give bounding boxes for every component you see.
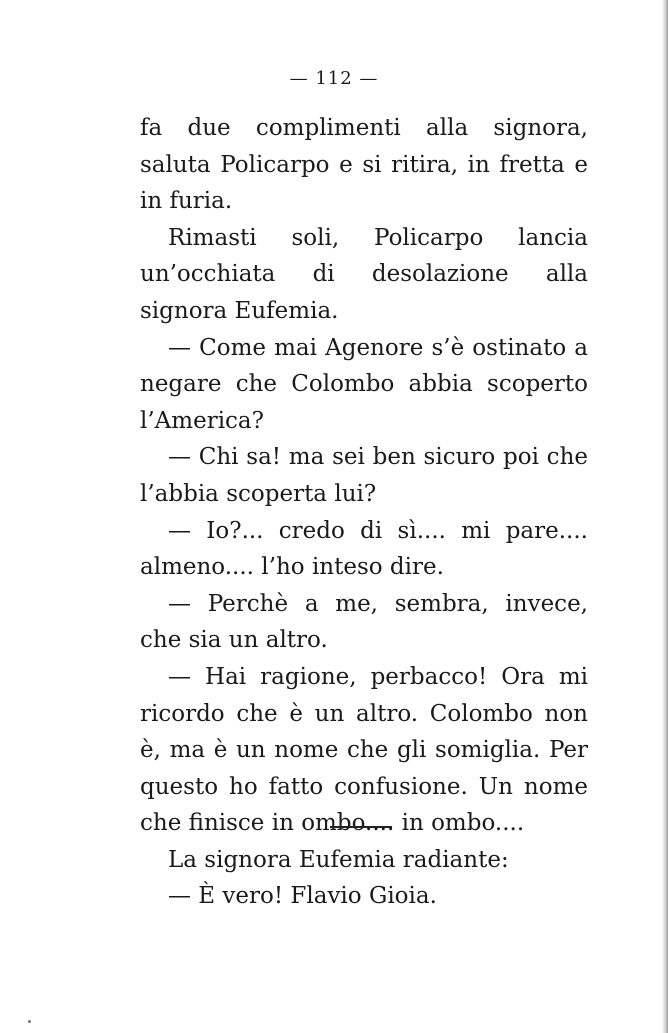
paragraph-1: fa due complimenti alla signora, saluta Policarpo e si ritira, in fretta e in furia.	[140, 115, 588, 215]
paragraph-7: — Hai ragione, perbacco! Ora mi ricordo che è un altro. Colombo non è, ma è un nome che gli somiglia. Per questo ho fatto confusione. Un nome che finisce in ombo.... in ombo....	[140, 663, 588, 837]
paragraph-2: Rimasti soli, Policarpo lancia un’occhiata di desolazione alla signora Eufemia.	[140, 224, 588, 324]
paper-speck	[28, 1020, 31, 1023]
body-text	[140, 110, 588, 915]
paragraph-3: — Come mai Agenore s’è ostinato a negare che Colombo abbia scoperto l’America?	[140, 334, 588, 434]
page-number: — 112 —	[289, 68, 379, 89]
paragraph-4: — Chi sa! ma sei ben sicuro poi che l’abbia scoperta lui?	[140, 444, 588, 507]
paragraph-6: — Perchè a me, sembra, invece, che sia un altro.	[140, 590, 588, 654]
page-edge-shadow	[662, 0, 668, 1033]
paragraph-8: La signora Eufemia radiante:	[168, 846, 509, 873]
paragraph-9: — È vero! Flavio Gioia.	[168, 883, 437, 910]
end-rule	[330, 826, 392, 828]
paragraph-5: — Io?... credo di sì.... mi pare.... almeno.... l’ho inteso dire.	[140, 517, 588, 581]
